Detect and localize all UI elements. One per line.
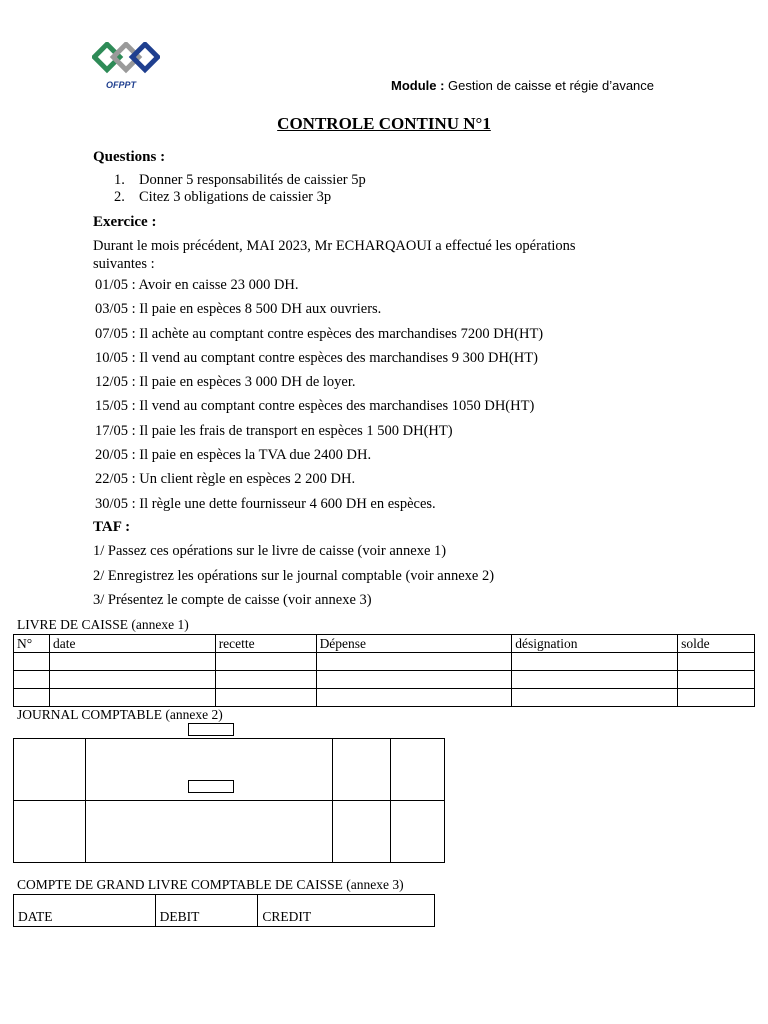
- header-cell: DATE: [14, 895, 156, 927]
- operation-item: 30/05 : Il règle une dette fournisseur 4 600 DH en espèces.: [95, 495, 436, 512]
- taf-list: [93, 542, 494, 616]
- table-row: [14, 671, 755, 689]
- operations-list: [95, 276, 543, 519]
- questions-heading: Questions :: [93, 149, 166, 165]
- operation-item: 03/05 : Il paie en espèces 8 500 DH aux ouvriers.: [95, 301, 382, 318]
- journal-caption: JOURNAL COMPTABLE (annexe 2): [17, 707, 223, 722]
- table-row: [14, 653, 755, 671]
- questions-list: [94, 172, 366, 206]
- exercice-heading: Exercice :: [93, 214, 157, 230]
- header-cell: recette: [215, 635, 316, 653]
- livre-caisse-caption: LIVRE DE CAISSE (annexe 1): [17, 617, 189, 632]
- table-row: [14, 689, 755, 707]
- header-cell: Dépense: [316, 635, 512, 653]
- table-header-row: [14, 635, 755, 653]
- header-cell: solde: [678, 635, 755, 653]
- journal-table: [13, 738, 445, 863]
- header-cell: N°: [14, 635, 50, 653]
- operation-item: 10/05 : Il vend au comptant contre espèces des marchandises 9 300 DH(HT): [95, 349, 538, 366]
- operation-item: 15/05 : Il vend au comptant contre espèces des marchandises 1050 DH(HT): [95, 398, 535, 415]
- operation-item: 22/05 : Un client règle en espèces 2 200 DH.: [95, 471, 356, 488]
- header-cell: CREDIT: [258, 895, 435, 927]
- operation-item: 12/05 : Il paie en espèces 3 000 DH de loyer.: [95, 374, 356, 391]
- journal-entry-marker: [188, 780, 234, 793]
- compte-caisse-table: [13, 894, 435, 927]
- logo-text: OFPPT: [106, 80, 137, 90]
- taf-heading: TAF :: [93, 519, 131, 535]
- taf-item: 2/ Enregistrez les opérations sur le journal comptable (voir annexe 2): [93, 567, 495, 584]
- compte-caption: COMPTE DE GRAND LIVRE COMPTABLE DE CAISSE (annexe 3): [17, 877, 404, 892]
- ofppt-logo: [92, 42, 160, 80]
- table-row: [14, 801, 445, 863]
- table-header-row: [14, 895, 435, 927]
- taf-item: 1/ Passez ces opérations sur le livre de caisse (voir annexe 1): [93, 543, 447, 559]
- header-cell: DEBIT: [155, 895, 258, 927]
- operation-item: 07/05 : Il achète au comptant contre espèces des marchandises 7200 DH(HT): [95, 325, 544, 342]
- exercice-intro-line1: Durant le mois précédent, MAI 2023, Mr ECHARQAOUI a effectué les opérations: [93, 238, 576, 254]
- module-label: [391, 78, 654, 93]
- page-title: CONTROLE CONTINU N°1: [277, 114, 491, 133]
- livre-caisse-table: [13, 634, 755, 707]
- operation-item: 20/05 : Il paie en espèces la TVA due 2400 DH.: [95, 447, 372, 464]
- exercice-intro-line2: suivantes :: [93, 256, 155, 272]
- question-item: 2. Citez 3 obligations de caissier 3p: [114, 189, 332, 205]
- question-item: 1. Donner 5 responsabilités de caissier 5p: [114, 172, 366, 188]
- operation-item: 17/05 : Il paie les frais de transport en espèces 1 500 DH(HT): [95, 422, 453, 439]
- header-cell: désignation: [512, 635, 678, 653]
- module-prefix: Module :: [391, 78, 449, 93]
- header-cell: date: [49, 635, 215, 653]
- operation-item: 01/05 : Avoir en caisse 23 000 DH.: [95, 277, 299, 293]
- module-name: Gestion de caisse et régie d’avance: [448, 78, 655, 93]
- journal-entry-marker: [188, 723, 234, 736]
- taf-item: 3/ Présentez le compte de caisse (voir annexe 3): [93, 592, 372, 608]
